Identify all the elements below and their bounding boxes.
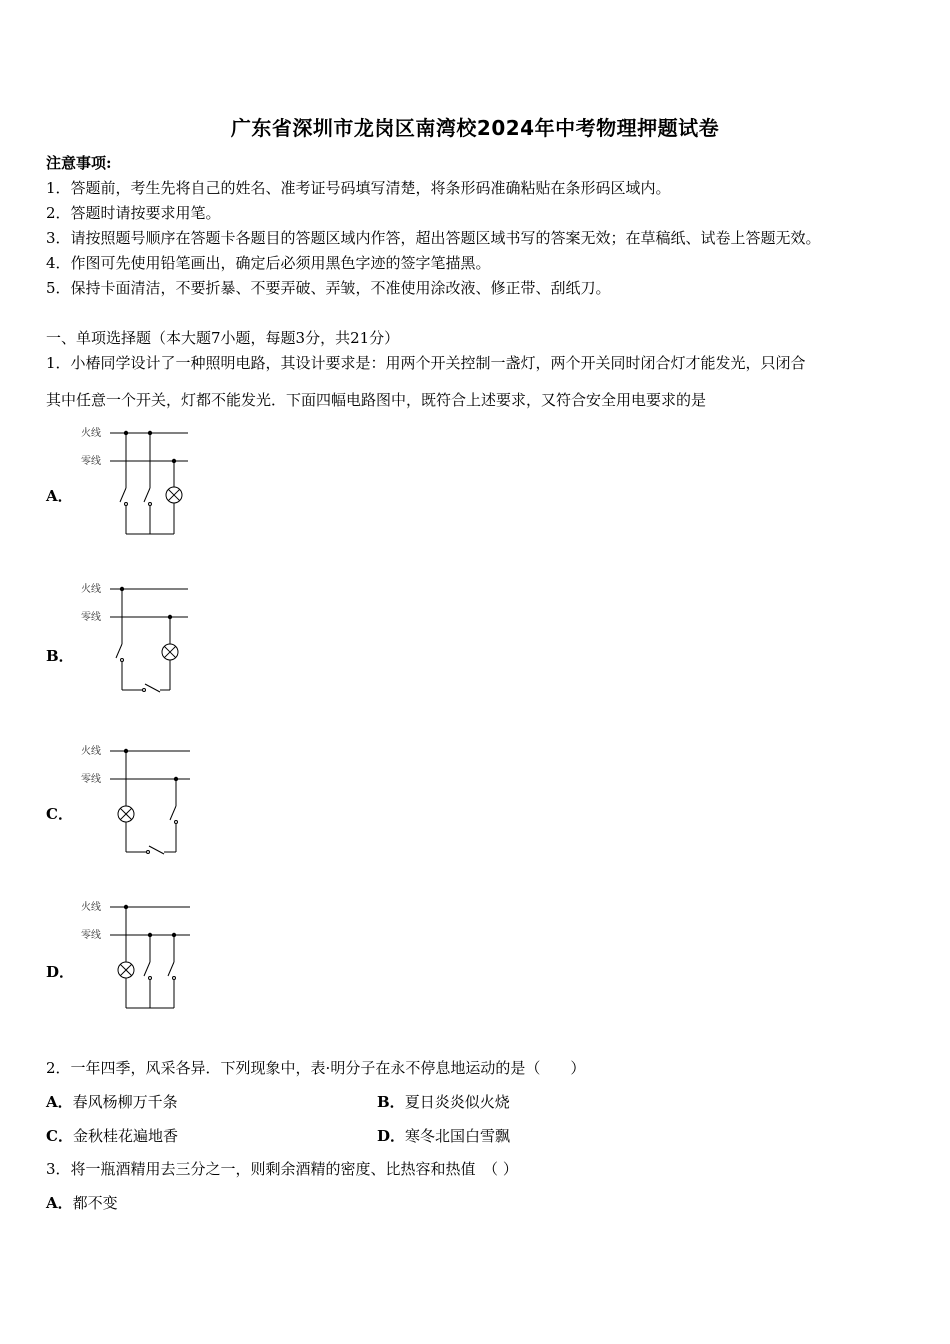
option-label: C． <box>46 1127 73 1145</box>
circuit-diagram-b <box>78 580 208 702</box>
notice-item: 4．作图可先使用铅笔画出，确定后必须用黑色字迹的签字笔描黑。 <box>46 254 491 272</box>
notice-item: 1．答题前，考生先将自己的姓名、准考证号码填写清楚，将条形码准确粘贴在条形码区域内。 <box>46 179 671 197</box>
circuit-diagram-a <box>78 424 208 546</box>
question-2-stem: 2．一年四季，风采各异．下列现象中，表·明分子在永不停息地运动的是（ ） <box>46 1059 586 1077</box>
option-text: 都不变 <box>72 1194 118 1212</box>
option-d-label: D． <box>46 963 75 981</box>
neutral-wire-label: 零线 <box>81 456 101 467</box>
live-wire-label: 火线 <box>81 902 101 913</box>
option-text: 寒冬北国白雪飘 <box>405 1127 511 1145</box>
neutral-wire-label: 零线 <box>81 612 101 623</box>
option-text: 夏日炎炎似火烧 <box>404 1093 510 1111</box>
option-label: A． <box>46 1194 73 1212</box>
question-1-line-1: 1．小椿同学设计了一种照明电路，其设计要求是：用两个开关控制一盏灯，两个开关同时闭合灯才能发光，只闭合 <box>46 354 806 372</box>
q2-option-c[interactable] <box>46 1125 178 1146</box>
q3-option-a[interactable] <box>46 1192 118 1213</box>
option-label: A． <box>46 1093 73 1111</box>
option-text: 金秋桂花遍地香 <box>72 1127 178 1145</box>
circuit-diagram-d <box>78 898 208 1020</box>
notice-item: 5．保持卡面清洁，不要折暴、不要弄破、弄皱，不准使用涂改液、修正带、刮纸刀。 <box>46 279 611 297</box>
neutral-wire-label: 零线 <box>81 774 101 785</box>
notice-heading: 注意事项: <box>46 154 112 172</box>
option-label: B． <box>377 1093 405 1111</box>
question-1-line-2: 其中任意一个开关，灯都不能发光．下面四幅电路图中，既符合上述要求，又符合安全用电要求的是 <box>46 391 707 409</box>
q2-option-a[interactable] <box>46 1091 178 1112</box>
section-heading: 一、单项选择题（本大题7小题，每题3分，共21分） <box>46 329 400 347</box>
notice-item: 3．请按照题号顺序在答题卡各题目的答题区域内作答，超出答题区域书写的答案无效；在草稿纸、试卷上答题无效。 <box>46 229 821 247</box>
option-c-label: C． <box>46 805 73 823</box>
option-text: 春风杨柳万千条 <box>72 1093 178 1111</box>
q2-option-d[interactable] <box>377 1125 510 1146</box>
option-b-label: B． <box>46 647 74 665</box>
q2-option-b[interactable] <box>377 1091 510 1112</box>
question-3-stem: 3．将一瓶酒精用去三分之一，则剩余酒精的密度、比热容和热值 （ ） <box>46 1160 518 1178</box>
page-title: 广东省深圳市龙岗区南湾校2024年中考物理押题试卷 <box>230 116 720 140</box>
live-wire-label: 火线 <box>81 584 101 595</box>
option-label: D． <box>377 1127 406 1145</box>
notice-item: 2．答题时请按要求用笔。 <box>46 204 221 222</box>
live-wire-label: 火线 <box>81 746 101 757</box>
circuit-diagram-c <box>78 742 208 864</box>
option-a-label: A． <box>46 487 73 505</box>
live-wire-label: 火线 <box>81 428 101 439</box>
neutral-wire-label: 零线 <box>81 930 101 941</box>
